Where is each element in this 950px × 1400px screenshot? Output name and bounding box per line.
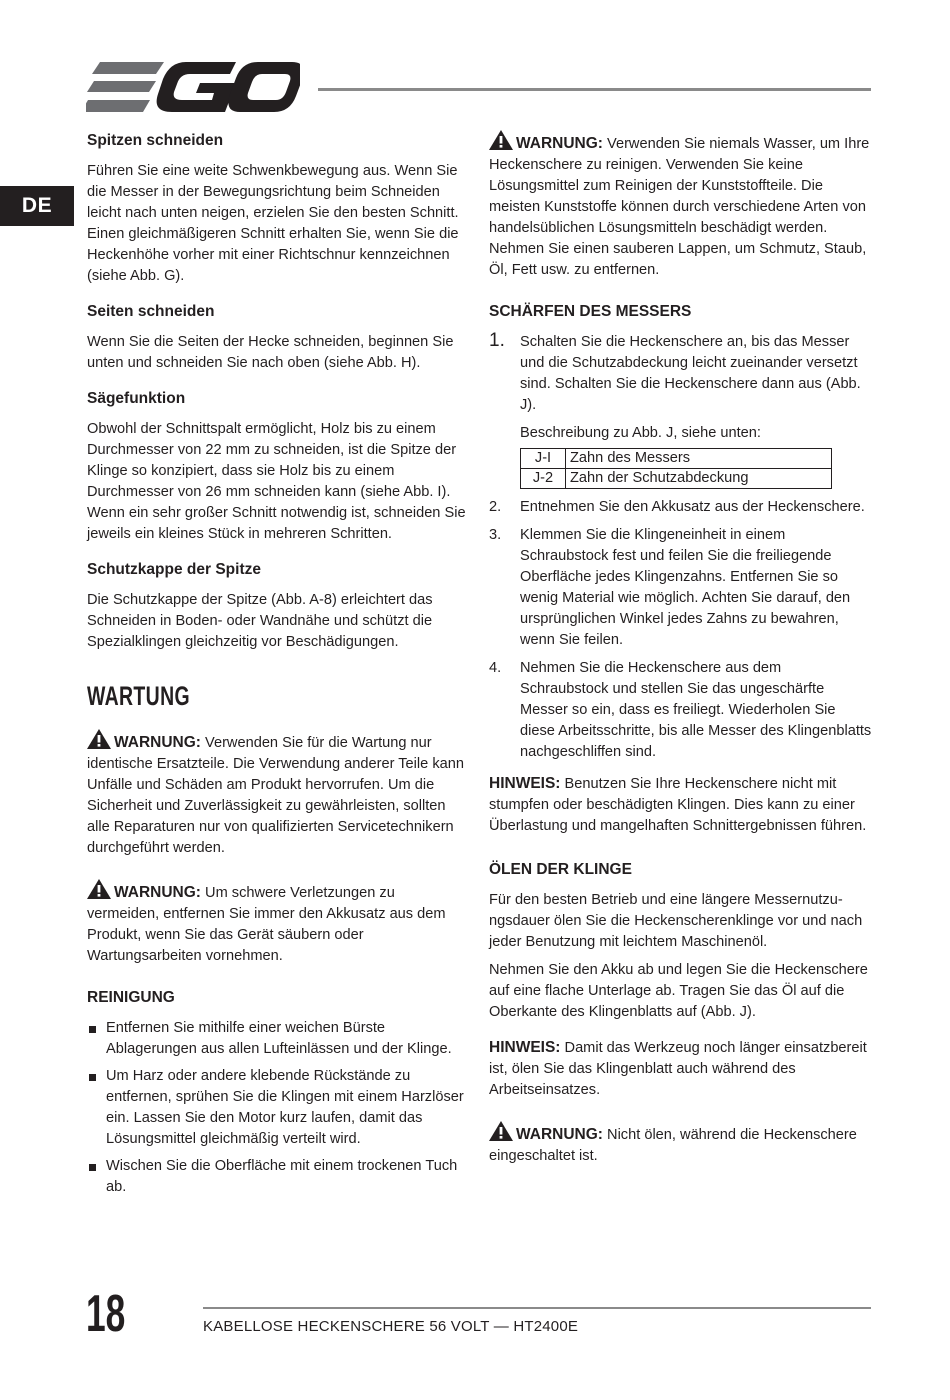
note-stumpf [489, 773, 873, 837]
table-description: Beschreibung zu Abb. J, siehe unten: [520, 425, 761, 441]
table-row [521, 449, 832, 469]
text-seiten: Wenn Sie die Seiten der Hecke schneiden, beginnen Sie unten und schneiden Sie nach oben (siehe Abb. H). [87, 334, 454, 371]
table-cell-label: Zahn der Schutzabdeckung [566, 469, 832, 489]
warning-label: WARNUNG: [516, 135, 603, 152]
left-column [87, 130, 469, 1204]
warning-akkusatz [87, 879, 469, 967]
header-rule [318, 88, 871, 91]
warning-text: Verwenden Sie niemals Wasser, um Ihre Heckenschere zu reinigen. Verwenden Sie keine Lösungsmittel zum Reinigen der Kunststoffteile. Die meisten Kunststoffe können durch verschiedene Arten von handelsüblichen Lösungsmitteln beschädigt werden. Nehmen Sie einen sauberen Lappen, um Schmutz, Staub, Öl, Fett usw. zu entfernen. [489, 136, 870, 278]
heading-schaerfen: SCHÄRFEN DES MESSERS [489, 303, 692, 320]
heading-schutzkappe: Schutzkappe der Spitze [87, 561, 261, 578]
heading-oelen: ÖLEN DER KLINGE [489, 861, 632, 878]
step-item [489, 658, 873, 763]
heading-saege: Sägefunktion [87, 390, 186, 407]
warning-text: Nicht ölen, während die Heckenschere eingeschaltet ist. [489, 1127, 857, 1164]
warning-icon [489, 130, 513, 150]
warning-text: Verwenden Sie für die Wartung nur identische Ersatzteile. Die Verwendung anderer Teile kann Unfälle und Schäden am Produkt hervorrufen. Um die Sicherheit und Zuverlässigkeit zu gewährleisten, sollten alle Reparaturen nur von qualifizierten Servicetechnikern durchgeführt werden. [87, 735, 464, 856]
section-title-wartung: WARTUNG [87, 681, 190, 711]
ego-logo [86, 62, 300, 112]
note-label: HINWEIS: [489, 775, 561, 792]
reinigung-list [87, 1018, 469, 1198]
right-column [489, 130, 873, 1187]
step-item [489, 525, 873, 651]
step-number: 1. [489, 330, 505, 351]
heading-reinigung: REINIGUNG [87, 989, 175, 1006]
step-item [489, 332, 873, 489]
warning-label: WARNUNG: [114, 884, 201, 901]
warning-label: WARNUNG: [114, 734, 201, 751]
step-item [489, 497, 873, 518]
step-text: Nehmen Sie die Heckenschere aus dem Schraubstock und stellen Sie das ungeschärfte Messer so ein, dass es freiliegt. Wiederholen Sie diese Arbeitsschritte, bis alle Messer des Klingenblatts nachgeschliffen sind. [520, 660, 872, 760]
table-cell-code: J-I [521, 449, 566, 469]
note-text: Damit das Werkzeug noch länger einsatzbereit ist, ölen Sie das Klingenblatt auch während des Arbeitseinsatzes. [489, 1040, 867, 1098]
step-text: Klemmen Sie die Klingeneinheit in einem Schraubstock fest und feilen Sie die freiliegende Oberfläche jedes Klingenzahns. Entfernen Sie so wenig Material wie möglich. Achten Sie darauf, den ursprünglichen Winkel jedes Zahns zu bewahren, wenn Sie feilen. [520, 527, 851, 648]
table-cell-label: Zahn des Messers [566, 449, 832, 469]
warning-nicht-oelen [489, 1121, 873, 1167]
heading-seiten: Seiten schneiden [87, 303, 215, 320]
warning-icon [87, 879, 111, 899]
warning-icon [489, 1121, 513, 1141]
step-number: 4. [489, 660, 502, 676]
text-schutzkappe: Die Schutzkappe der Spitze (Abb. A-8) erleichtert das Schneiden in Boden- oder Wandnähe und schützt die Spezialklingen gleichzeitig vor Beschädigungen. [87, 592, 433, 650]
language-tab: DE [0, 186, 74, 226]
figure-legend-table [520, 448, 832, 489]
footer-title: KABELLOSE HECKENSCHERE 56 VOLT — HT2400E [203, 1318, 579, 1335]
schaerfen-steps [489, 332, 873, 763]
warning-text: Um schwere Verletzungen zu vermeiden, entfernen Sie immer den Akkusatz aus dem Produkt, wenn Sie das Gerät säubern oder Wartungsarbeiten vornehmen. [87, 885, 446, 964]
text-spitzen: Führen Sie eine weite Schwenkbewegung aus. Wenn Sie die Messer in der Bewegungsrichtung beim Schneiden leicht nach unten neigen, erzielen Sie den besten Schnitt. Einen gleichmäßigeren Schnitt erhalten Sie, wenn Sie die Heckenhöhe vorher mit einer Richtschnur kennzeichnen (siehe Abb. G). [87, 163, 459, 284]
step-number: 3. [489, 527, 502, 543]
note-text: Benutzen Sie Ihre Heckenschere nicht mit stumpfen oder beschädigten Klingen. Dies kann zu einer Überlastung und mangelhaften Schnittergebnissen führen. [489, 776, 867, 834]
step-number: 2. [489, 499, 502, 515]
warning-ersatzteile [87, 729, 469, 859]
table-cell-code: J-2 [521, 469, 566, 489]
warning-wasser [489, 130, 873, 281]
note-oelen [489, 1037, 873, 1101]
text-saege: Obwohl der Schnittspalt ermöglicht, Holz bis zu einem Durchmesser von 22 mm zu schneiden, ist die Spitze der Klinge so konzipiert, dass sie Holz bis zu einem Durchmesser von 26 mm schneiden kann (siehe Abb. I). Wenn ein sehr großer Schnitt notwendig ist, schneiden Sie jeweils ein kleines Stück in mehreren Schritten. [87, 421, 466, 542]
table-row [521, 469, 832, 489]
warning-icon [87, 729, 111, 749]
step-text: Entnehmen Sie den Akkusatz aus der Heckenschere. [520, 499, 865, 515]
text-oelen-2: Nehmen Sie den Akku ab und legen Sie die Heckenschere auf eine flache Unterlage ab. Tragen Sie das Öl auf die Oberkante des Klingenblatts auf (Abb. J). [489, 962, 868, 1020]
note-label: HINWEIS: [489, 1039, 561, 1056]
heading-spitzen: Spitzen schneiden [87, 132, 224, 149]
footer-rule [203, 1307, 871, 1309]
list-item: Um Harz oder andere klebende Rückstände zu entfernen, sprühen Sie die Klingen mit einem Harzlöser ein. Lassen Sie den Motor kurz laufen, damit das Lösungsmittel gleichmäßig verteilt wird. [87, 1066, 469, 1150]
list-item: Wischen Sie die Oberfläche mit einem trockenen Tuch ab. [87, 1156, 469, 1198]
step-text: Schalten Sie die Heckenschere an, bis das Messer und die Schutzabdeckung leicht zueinander versetzt sind. Schalten Sie die Heckenschere dann aus (Abb. J). [520, 334, 861, 413]
warning-label: WARNUNG: [516, 1126, 603, 1143]
text-oelen-1: Für den besten Betrieb und eine längere Messernutzu-ngsdauer ölen Sie die Heckenscherenklinge vor und nach jeder Benutzung mit leichtem Maschinenöl. [489, 892, 863, 950]
page-number: 18 [86, 1285, 126, 1343]
list-item: Entfernen Sie mithilfe einer weichen Bürste Ablagerungen aus allen Lufteinlässen und der Klinge. [87, 1018, 469, 1060]
